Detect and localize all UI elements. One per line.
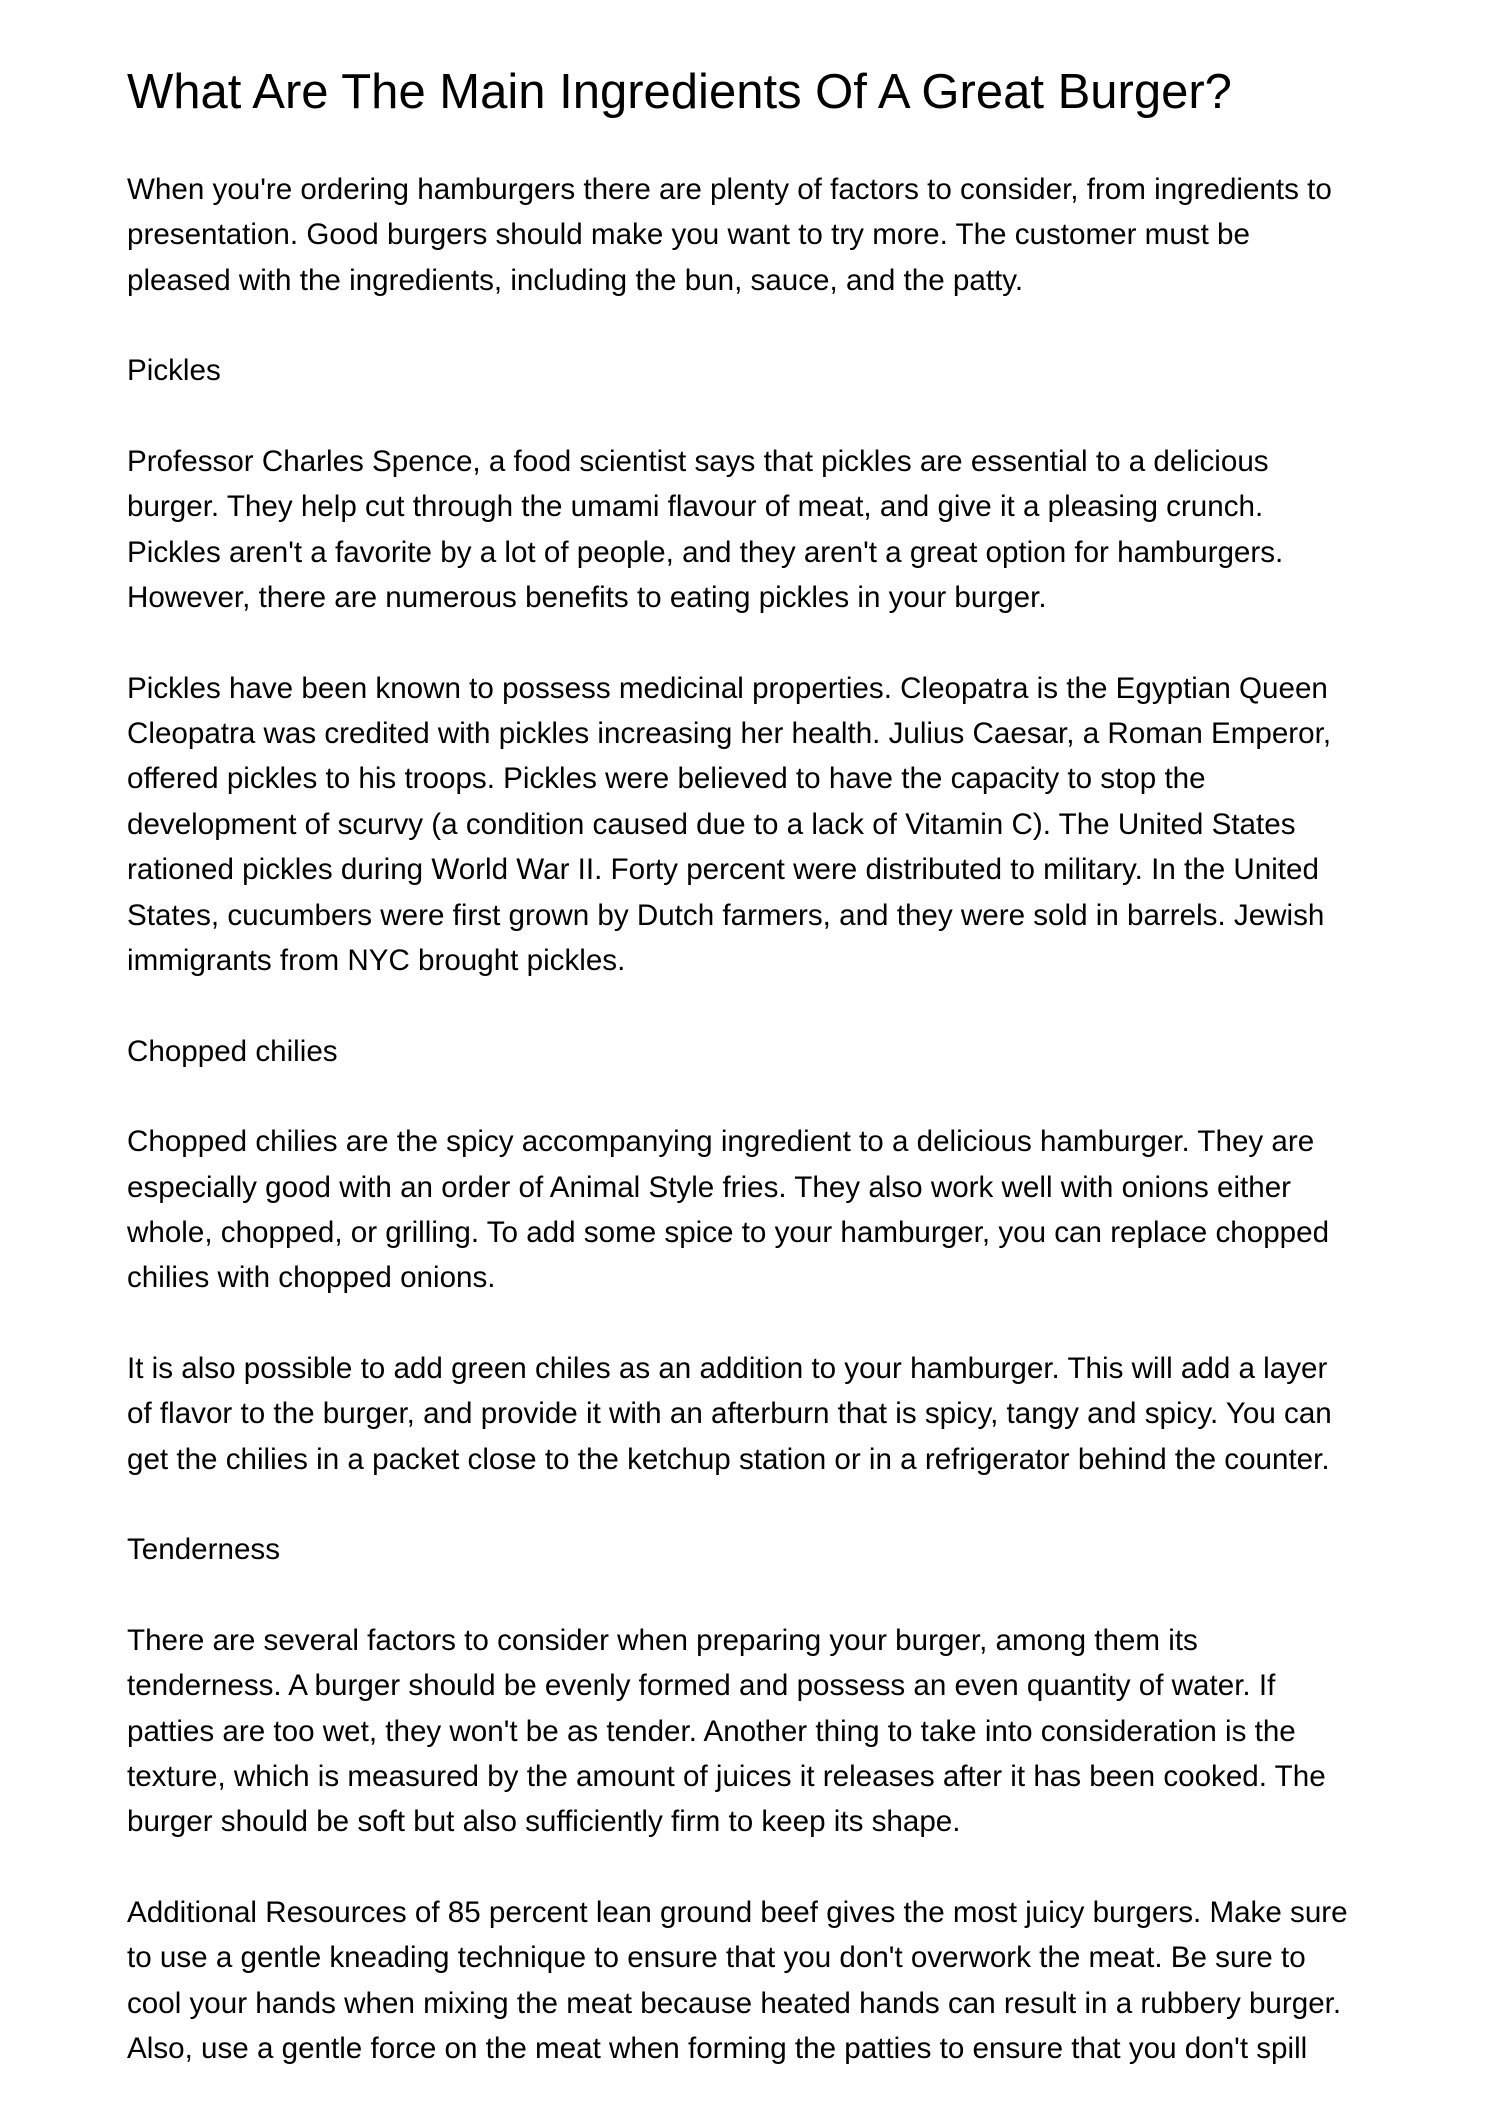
- intro-paragraph: [127, 167, 1427, 303]
- text-line: offered pickles to his troops. Pickles were believed to have the capacity to stop the: [127, 762, 1206, 796]
- text-line: burger should be soft but also sufficiently firm to keep its shape.: [127, 1805, 961, 1839]
- text-line: States, cucumbers were first grown by Dutch farmers, and they were sold in barrels. Jewish: [127, 898, 1325, 932]
- text-line: get the chilies in a packet close to the ketchup station or in a refrigerator behind the counter.: [127, 1442, 1330, 1476]
- text-line: immigrants from NYC brought pickles.: [127, 943, 626, 977]
- text-line: pleased with the ingredients, including the bun, sauce, and the patty.: [127, 263, 1024, 297]
- paragraph-spacer: [127, 1301, 1427, 1346]
- section-heading-pickles: Pickles: [127, 354, 221, 388]
- paragraph-spacer: [127, 1074, 1427, 1119]
- text-line: Chopped chilies are the spicy accompanying ingredient to a delicious hamburger. They are: [127, 1125, 1315, 1159]
- text-line: Also, use a gentle force on the meat when forming the patties to ensure that you don't spill: [127, 2032, 1308, 2066]
- pickles-paragraph-2: [127, 666, 1427, 983]
- text-line: whole, chopped, or grilling. To add some spice to your hamburger, you can replace chopped: [127, 1215, 1330, 1249]
- text-line: Pickles aren't a favorite by a lot of people, and they aren't a great option for hamburgers.: [127, 535, 1284, 569]
- text-line: When you're ordering hamburgers there are plenty of factors to consider, from ingredients to: [127, 173, 1332, 206]
- tenderness-paragraph-1: [127, 1618, 1427, 1845]
- paragraph-spacer: [127, 1845, 1427, 1890]
- paragraph-spacer: [127, 394, 1427, 439]
- text-line: chilies with chopped onions.: [127, 1261, 496, 1295]
- text-line: However, there are numerous benefits to eating pickles in your burger.: [127, 581, 1047, 615]
- text-line: Additional Resources of 85 percent lean ground beef gives the most juicy burgers. Make sure: [127, 1896, 1348, 1930]
- chilies-paragraph-1: [127, 1119, 1427, 1300]
- text-line: patties are too wet, they won't be as tender. Another thing to take into consideration is the: [127, 1714, 1296, 1748]
- text-line: rationed pickles during World War II. Forty percent were distributed to military. In the United: [127, 853, 1319, 887]
- page-title: What Are The Main Ingredients Of A Great Burger?: [127, 65, 1232, 119]
- document-body: [127, 167, 1427, 2071]
- text-line: presentation. Good burgers should make you want to try more. The customer must be: [127, 218, 1250, 252]
- text-line: of flavor to the burger, and provide it with an afterburn that is spicy, tangy and spicy. You can: [127, 1397, 1332, 1431]
- text-line: Cleopatra was credited with pickles increasing her health. Julius Caesar, a Roman Emperor,: [127, 717, 1332, 751]
- text-line: especially good with an order of Animal Style fries. They also work well with onions either: [127, 1170, 1292, 1204]
- pickles-paragraph-1: [127, 439, 1427, 620]
- text-line: development of scurvy (a condition caused due to a lack of Vitamin C). The United States: [127, 807, 1296, 841]
- text-line: burger. They help cut through the umami flavour of meat, and give it a pleasing crunch.: [127, 490, 1264, 524]
- text-line: tenderness. A burger should be evenly formed and possess an even quantity of water. If: [127, 1669, 1276, 1703]
- text-line: There are several factors to consider when preparing your burger, among them its: [127, 1624, 1198, 1657]
- paragraph-spacer: [127, 1573, 1427, 1618]
- section-heading-chopped-chilies: Chopped chilies: [127, 1034, 338, 1068]
- paragraph-spacer: [127, 983, 1427, 1028]
- paragraph-spacer: [127, 303, 1427, 348]
- text-line: Pickles have been known to possess medicinal properties. Cleopatra is the Egyptian Queen: [127, 671, 1328, 705]
- tenderness-paragraph-2: [127, 1890, 1427, 2071]
- paragraph-spacer: [127, 1482, 1427, 1527]
- section-heading-tenderness: Tenderness: [127, 1533, 280, 1567]
- text-line: It is also possible to add green chiles as an addition to your hamburger. This will add a layer: [127, 1351, 1328, 1385]
- text-line: cool your hands when mixing the meat because heated hands can result in a rubbery burger.: [127, 1986, 1342, 2020]
- text-line: Professor Charles Spence, a food scientist says that pickles are essential to a delicious: [127, 445, 1269, 479]
- text-line: texture, which is measured by the amount of juices it releases after it has been cooked. The: [127, 1760, 1326, 1794]
- paragraph-spacer: [127, 620, 1427, 665]
- chilies-paragraph-2: [127, 1346, 1427, 1482]
- text-line: to use a gentle kneading technique to ensure that you don't overwork the meat. Be sure to: [127, 1941, 1306, 1975]
